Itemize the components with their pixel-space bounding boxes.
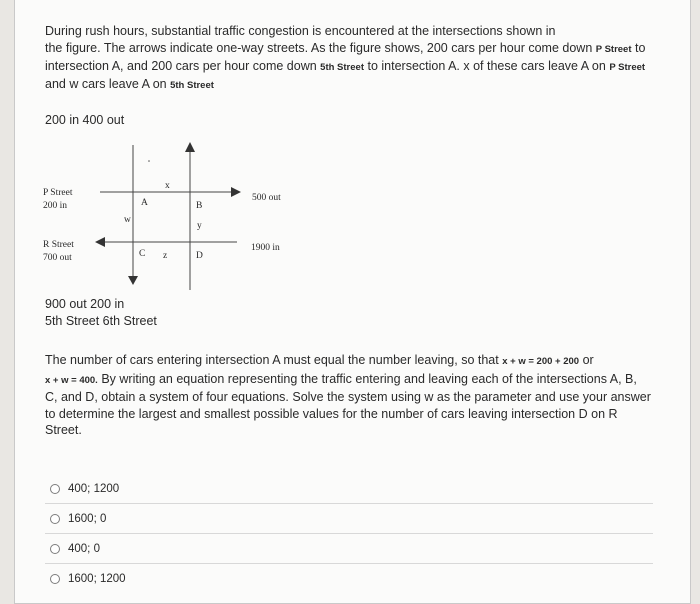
answer-option-4[interactable]	[45, 564, 653, 593]
intro-line-1: During rush hours, substantial traffic congestion is encountered at the intersections shown in	[45, 24, 556, 38]
answer-options	[45, 474, 653, 593]
r-out-label: 700 out	[43, 253, 72, 263]
label-x: x	[165, 181, 170, 191]
label-y: y	[197, 221, 202, 231]
label-z: z	[163, 251, 168, 261]
question-body	[45, 352, 657, 439]
answer-option-2[interactable]	[45, 504, 653, 534]
p-street-arrow	[231, 187, 241, 197]
radio-button[interactable]	[50, 514, 60, 524]
question-card	[14, 0, 691, 604]
label-1900-in: 1900 in	[251, 243, 280, 253]
answer-option-label: 400; 0	[68, 542, 100, 555]
body-line-1: The number of cars entering intersection A must equal the number leaving, so that x + w = 200 + 200 or	[45, 353, 594, 367]
fifth-street-arrow	[128, 276, 138, 285]
p-street-label: P Street	[43, 188, 73, 198]
label-500-out: 500 out	[252, 193, 281, 203]
traffic-diagram	[15, 0, 690, 300]
intersection-c: C	[139, 249, 146, 259]
intersection-b: B	[196, 201, 203, 211]
flows-label: 200 in 400 out	[45, 113, 125, 127]
r-street-label: R Street	[43, 240, 74, 250]
radio-button[interactable]	[50, 574, 60, 584]
body-line-4: to determine the largest and smallest possible values for the number of cars leaving intersection D on R	[45, 406, 618, 421]
intro-line-3: intersection A, and 200 cars per hour come down 5th Street to intersection A. x of these cars leave A on P Street	[45, 59, 646, 73]
body-line-5: Street.	[45, 423, 82, 437]
intro-line-2: the figure. The arrows indicate one-way streets. As the figure shows, 200 cars per hour come down P Street to	[45, 41, 646, 55]
intersection-a: A	[141, 198, 148, 208]
label-w: w	[124, 215, 131, 225]
answer-option-1[interactable]	[45, 474, 653, 504]
radio-button[interactable]	[50, 484, 60, 494]
streets-labels	[45, 296, 157, 330]
intro-line-4: and w cars leave A on 5th Street	[45, 77, 214, 91]
streets-line-1: 900 out 200 in	[45, 297, 125, 311]
sixth-street-arrow	[185, 142, 195, 152]
p-in-label: 200 in	[43, 201, 68, 211]
body-line-2: x + w = 400. By writing an equation representing the traffic entering and leaving each of the intersections A, B,	[45, 371, 637, 386]
streets-line-2: 5th Street 6th Street	[45, 314, 157, 328]
r-street-arrow	[95, 237, 105, 247]
answer-option-3[interactable]	[45, 534, 653, 564]
radio-button[interactable]	[50, 544, 60, 554]
body-line-3: C, and D, obtain a system of four equations. Solve the system using w as the parameter and use your answer	[45, 390, 651, 404]
answer-option-label: 1600; 0	[68, 512, 107, 525]
answer-option-label: 1600; 1200	[68, 572, 126, 585]
intersection-d: D	[196, 251, 203, 261]
answer-option-label: 400; 1200	[68, 482, 120, 495]
marker-dot	[148, 160, 150, 162]
